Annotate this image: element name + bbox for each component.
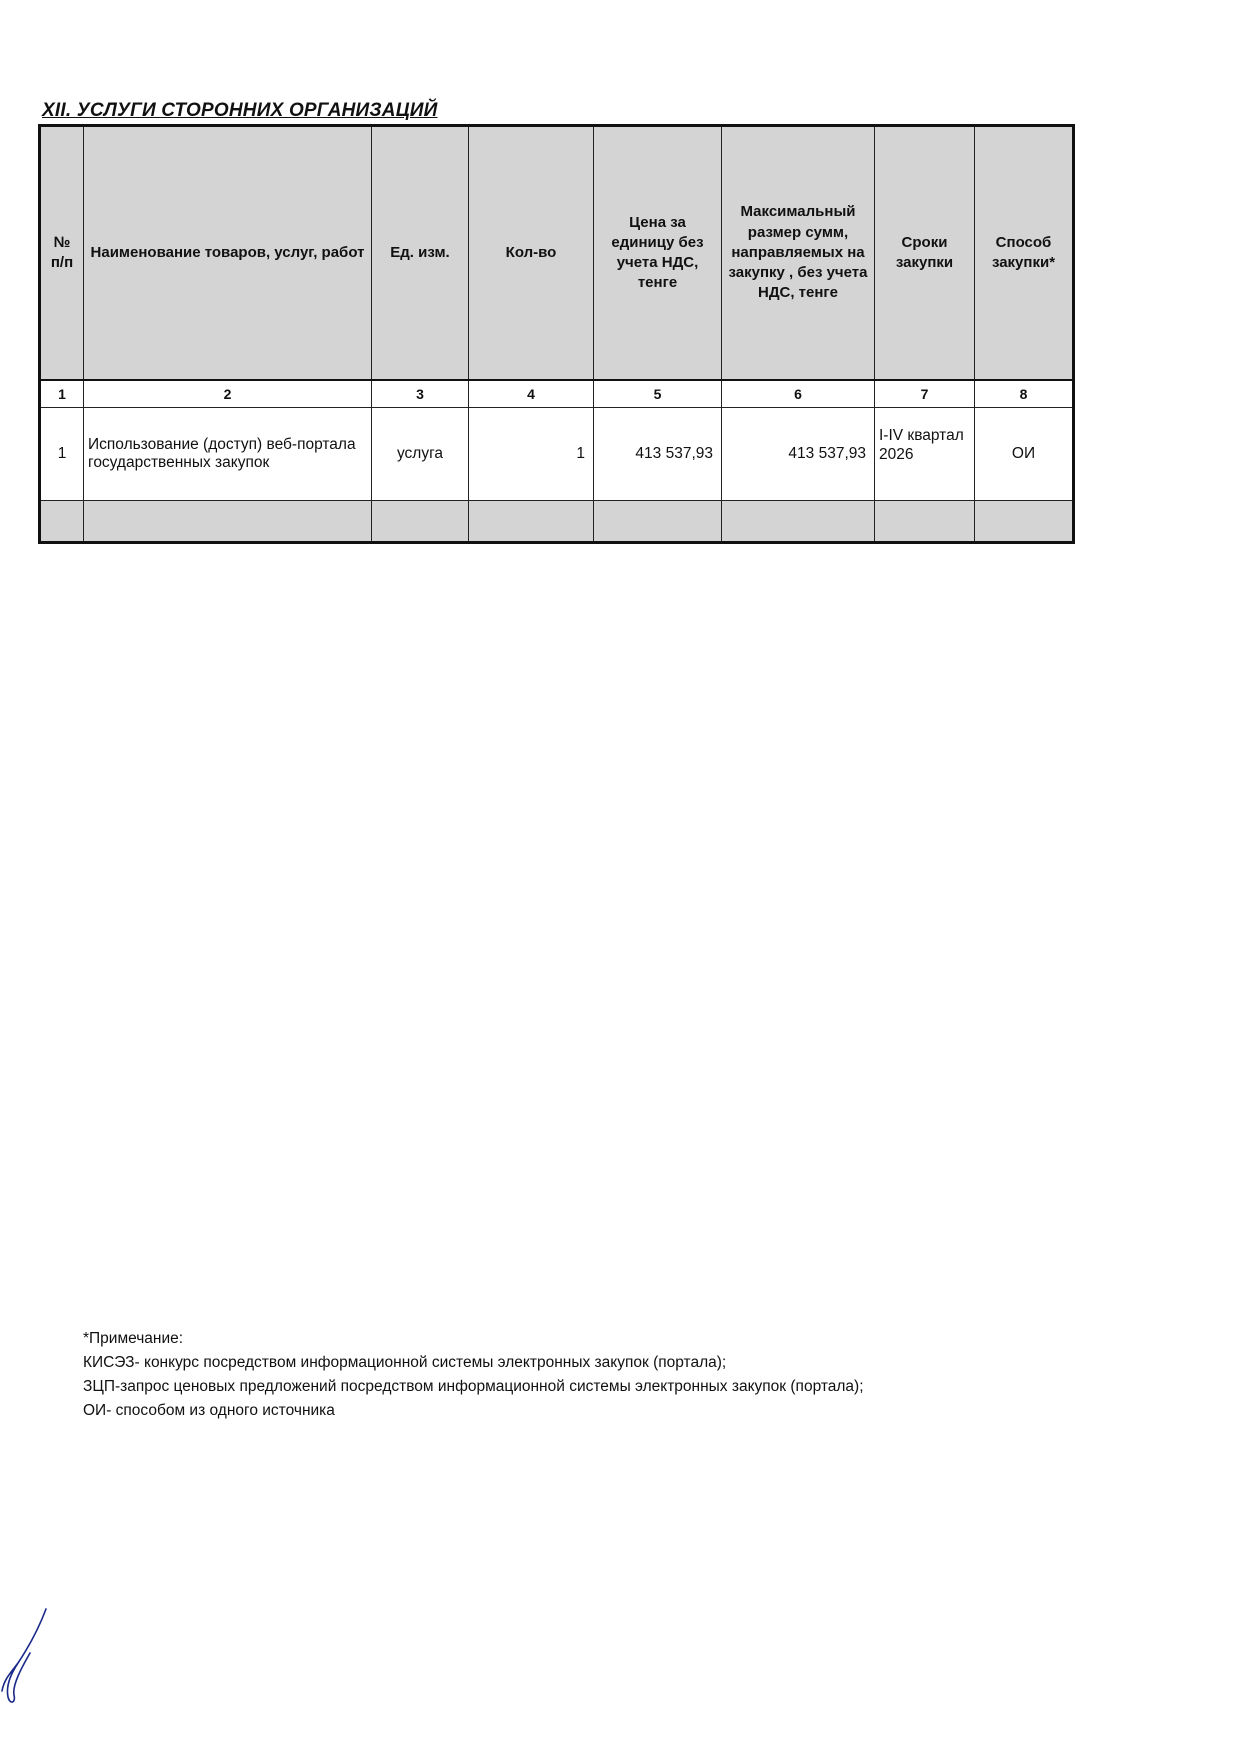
header-cell-num: № п/п xyxy=(40,126,84,381)
row-qty: 1 xyxy=(469,408,594,501)
signature-mark xyxy=(0,1605,60,1715)
column-number: 3 xyxy=(372,380,469,408)
row-name: Использование (доступ) веб-портала государственных закупок xyxy=(84,408,372,501)
section-title: XII. УСЛУГИ СТОРОННИХ ОРГАНИЗАЦИЙ xyxy=(42,100,438,121)
column-number: 1 xyxy=(40,380,84,408)
header-cell-unit: Ед. изм. xyxy=(372,126,469,381)
note-line: ОИ- способом из одного источника xyxy=(83,1402,335,1419)
column-number: 2 xyxy=(84,380,372,408)
column-number: 8 xyxy=(975,380,1074,408)
header-cell-name: Наименование товаров, услуг, работ xyxy=(84,126,372,381)
table-header-row xyxy=(40,126,1074,381)
note-title: *Примечание: xyxy=(83,1330,184,1347)
header-cell-price: Цена за единицу без учета НДС, тенге xyxy=(594,126,722,381)
row-method: ОИ xyxy=(975,408,1074,501)
row-price: 413 537,93 xyxy=(594,408,722,501)
header-cell-max-sum: Максимальный размер сумм, направляемых на закупку , без учета НДС, тенге xyxy=(722,126,875,381)
column-number: 4 xyxy=(469,380,594,408)
row-unit: услуга xyxy=(372,408,469,501)
header-cell-term: Сроки закупки xyxy=(875,126,975,381)
column-number: 5 xyxy=(594,380,722,408)
note-block xyxy=(83,1327,864,1423)
note-line: ЗЦП-запрос ценовых предложений посредством информационной системы электронных закупок (портала); xyxy=(83,1378,864,1395)
row-term: I-IV квартал 2026 xyxy=(875,408,975,501)
column-number: 7 xyxy=(875,380,975,408)
total-row-empty xyxy=(40,501,1074,543)
header-cell-method: Способ закупки* xyxy=(975,126,1074,381)
column-number-row xyxy=(40,380,1074,408)
row-num: 1 xyxy=(40,408,84,501)
header-cell-qty: Кол-во xyxy=(469,126,594,381)
table-row xyxy=(40,408,1074,501)
row-max-sum: 413 537,93 xyxy=(722,408,875,501)
purchases-table xyxy=(38,124,1075,544)
note-line: КИСЭЗ- конкурс посредством информационной системы электронных закупок (портала); xyxy=(83,1354,727,1371)
column-number: 6 xyxy=(722,380,875,408)
